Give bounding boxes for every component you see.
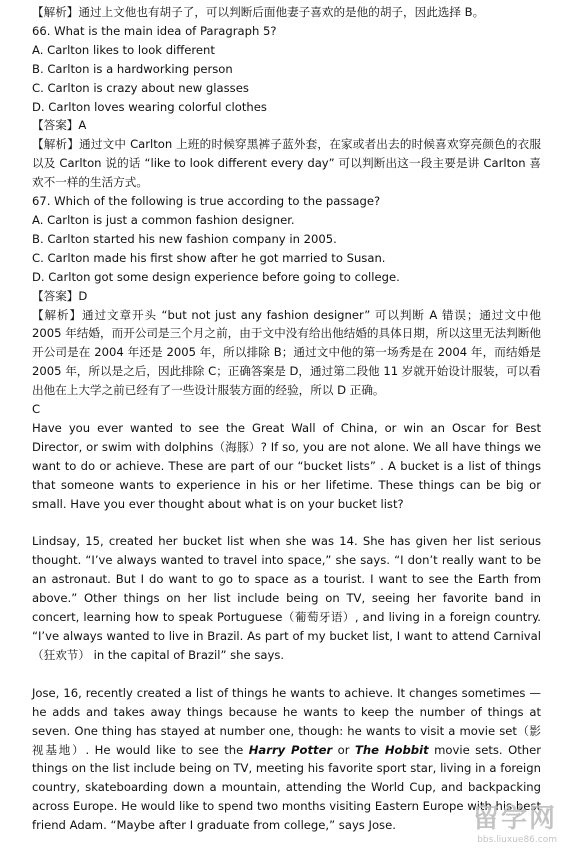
q66-analysis: 【解析】通过文中 Carlton 上班的时候穿黑裤子蓝外套，在家或者出去的时候喜欢穿亮颜色的衣服以及 Carlton 说的话 “like to look different every day” 可以判断出这一段主要是讲 Carlton 喜欢不一样的生活方式。 bbox=[32, 137, 541, 190]
q67-answer: 【答案】D bbox=[32, 288, 88, 303]
q67-option-c: C. Carlton made his first show after he got married to Susan. bbox=[32, 250, 386, 265]
q66-option-a: A. Carlton likes to look different bbox=[32, 42, 215, 57]
paragraph-3-or: or bbox=[332, 742, 355, 757]
q67-option-b: B. Carlton started his new fashion company in 2005. bbox=[32, 231, 337, 246]
q66-option-d: D. Carlton loves wearing colorful clothes bbox=[32, 99, 267, 114]
site-watermark bbox=[407, 804, 557, 850]
q66-question: 66. What is the main idea of Paragraph 5? bbox=[32, 23, 277, 38]
q67-question: 67. Which of the following is true according to the passage? bbox=[32, 194, 381, 209]
paragraph-spacer bbox=[32, 665, 541, 684]
q67-option-a: A. Carlton is just a common fashion designer. bbox=[32, 212, 295, 227]
movie-title-harry-potter: Harry Potter bbox=[248, 742, 333, 757]
movie-title-the-hobbit: The Hobbit bbox=[354, 742, 429, 757]
passage-paragraph-1: Have you ever wanted to see the Great Wall of China, or win an Oscar for Best Director, or swim with dolphins（海豚）? If so, you are not alone. We all have things we want to do or achieve. These are part of our “bucket lists” . A bucket is a list of things that someone wants to experience in his or her lifetime. These things can be big or small. Have you ever thought about what is on your bucket list? bbox=[32, 420, 541, 511]
q66-option-c: C. Carlton is crazy about new glasses bbox=[32, 80, 249, 95]
q66-answer: 【答案】A bbox=[32, 118, 87, 133]
q66-option-b: B. Carlton is a hardworking person bbox=[32, 61, 233, 76]
paragraph-spacer bbox=[32, 513, 541, 532]
passage-paragraph-2: Lindsay, 15, created her bucket list when she was 14. She has given her list serious thought. “I’ve always wanted to travel into space,” she says. “I don’t really want to be an astronaut. But I do want to go to space as a tourist. I want to see the Earth from above.” Other things on her list include being on TV, seeing her favorite band in concert, learning how to speak Portuguese（葡萄牙语）, and living in a foreign country. “I’ve always wanted to live in Brazil. As part of my bucket list, I want to attend Carnival（狂欢节） in the capital of Brazil” she says. bbox=[32, 534, 541, 662]
q65-analysis: 【解析】通过上文他也有胡子了，可以判断后面他妻子喜欢的是他的胡子，因此选择 B。 bbox=[32, 5, 485, 19]
watermark-logo: 留学网 bbox=[472, 804, 557, 834]
paragraph-3-text-after: movie sets. Other things on the list include being on TV, meeting his favorite sport star, living in a foreign country, skateboarding down a mountain, attending the World Cup, and backpacking across Europe. He would like to spend two months visiting Eastern Europe with his best friend Adam. “Maybe after I graduate from college,” says Jose. bbox=[32, 742, 542, 833]
paragraph-3-text-before: Jose, 16, recently created a list of things he wants to achieve. It changes sometimes — he adds and takes away things because he wants to keep the number of things at seven. One thing has stayed at number one, though: he wants to visit a movie set（影视基地）. He would like to see the bbox=[32, 685, 541, 757]
q67-option-d: D. Carlton got some design experience before going to college. bbox=[32, 269, 400, 284]
q67-analysis: 【解析】通过文章开头 “but not just any fashion designer” 可以判断 A 错误；通过文中他 2005 年结婚，而开公司是三个月之前，由于文中没有给出他结婚的具体日期，所以这里无法判断他开公司是在 2004 年还是 2005 年，所以排除 B；通过文中他的第一场秀是在 2004 年，而结婚是 2005 年，所以是之后，因此排除 C；正确答案是 D，通过第二段他 11 岁就开始设计服装，可以看出他在上大学之前已经有了一些设计服装方面的经验，所以 D 正确。 bbox=[32, 307, 541, 398]
watermark-url: bbs.liuxue86.com bbox=[477, 835, 557, 845]
passage-label: C bbox=[32, 402, 41, 417]
